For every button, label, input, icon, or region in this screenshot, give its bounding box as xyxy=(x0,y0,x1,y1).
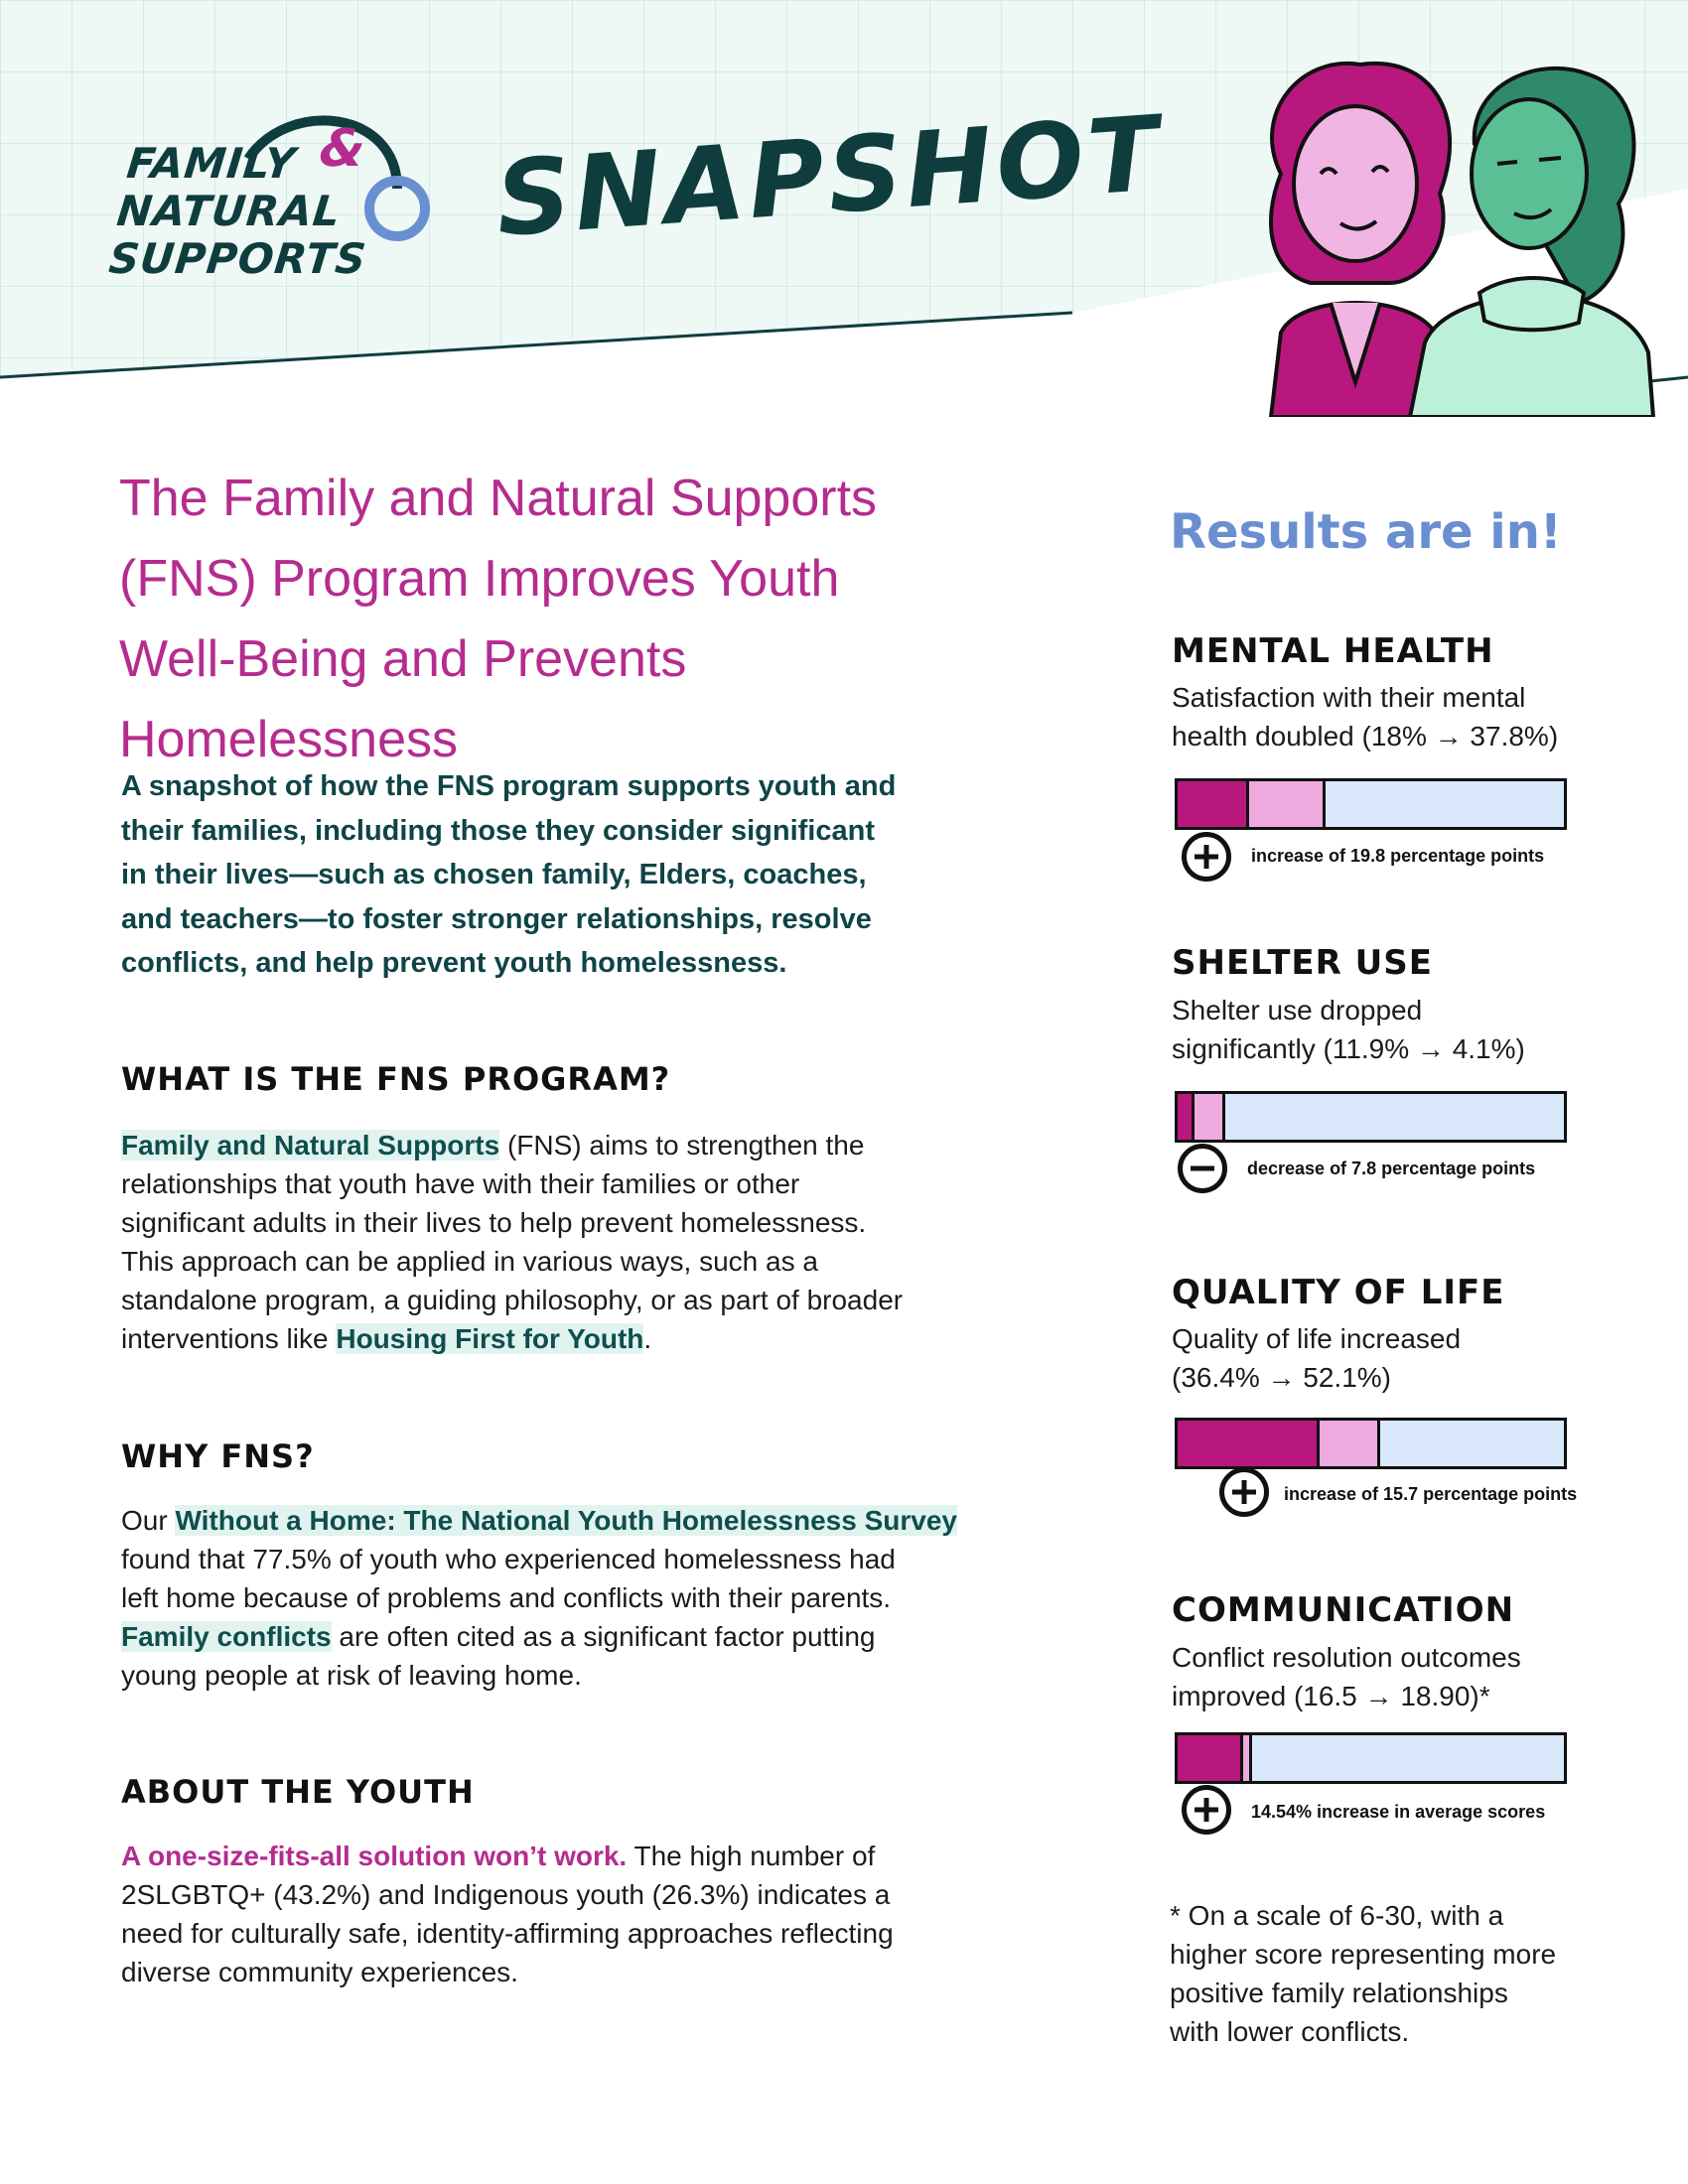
what-is-heading: WHAT IS THE FNS PROGRAM? xyxy=(121,1060,671,1098)
text: diverse community experiences. xyxy=(121,1957,518,1987)
text: The high number of xyxy=(627,1841,876,1871)
about-youth-heading: ABOUT THE YOUTH xyxy=(121,1773,475,1811)
text: (FNS) aims to strengthen the xyxy=(499,1130,865,1160)
text: positive family relationships xyxy=(1170,1978,1508,2008)
metric-heading: MENTAL HEALTH xyxy=(1172,631,1494,671)
text: This approach can be applied in various ways, such as a xyxy=(121,1246,818,1277)
about-youth-paragraph xyxy=(121,1837,995,1991)
bar-before-segment xyxy=(1178,781,1247,827)
text: Our xyxy=(121,1505,176,1536)
results-title: Results are in! xyxy=(1170,504,1562,560)
metric-heading: SHELTER USE xyxy=(1172,943,1433,983)
metric-bar xyxy=(1175,1091,1567,1143)
bar-before-segment xyxy=(1178,1421,1319,1466)
header-banner xyxy=(0,0,1688,417)
text: with lower conflicts. xyxy=(1170,2016,1410,2047)
footnote xyxy=(1170,1896,1626,2051)
text: significantly (11.9% → 4.1%) xyxy=(1172,1033,1525,1064)
bar-divider xyxy=(1192,1094,1195,1140)
text: higher score representing more xyxy=(1170,1939,1557,1970)
snapshot-title: SNAPSHOT xyxy=(492,92,1167,260)
text: * On a scale of 6-30, with a xyxy=(1170,1900,1504,1931)
text: . xyxy=(643,1323,652,1354)
logo-family: FAMILY xyxy=(124,139,299,188)
two-people-illustration xyxy=(1241,55,1658,417)
metric-bar xyxy=(1175,778,1567,830)
fns-link[interactable]: Family and Natural Supports xyxy=(121,1130,500,1160)
intro-line: and teachers—to foster stronger relationships, resolve xyxy=(121,902,872,935)
text: Shelter use dropped xyxy=(1172,995,1423,1025)
plus-icon xyxy=(1182,1785,1231,1835)
metric-description xyxy=(1172,991,1628,1068)
main-title-line: (FNS) Program Improves Youth xyxy=(119,550,840,608)
intro-line: A snapshot of how the FNS program supports youth and xyxy=(121,770,897,802)
logo-supports: SUPPORTS xyxy=(106,234,369,283)
metric-caption: 14.54% increase in average scores xyxy=(1251,1802,1546,1822)
text: (36.4% → 52.1%) xyxy=(1172,1362,1391,1393)
logo-ampersand: & xyxy=(316,119,369,179)
intro-line: conflicts, and help prevent youth homelessness. xyxy=(121,947,787,979)
text: significant adults in their lives to help prevent homelessness. xyxy=(121,1207,867,1238)
bar-divider xyxy=(1240,1735,1243,1781)
text: need for culturally safe, identity-affirming approaches reflecting xyxy=(121,1918,894,1949)
main-title xyxy=(119,459,1013,780)
text: health doubled (18% → 37.8%) xyxy=(1172,721,1559,751)
main-title-line: Well-Being and Prevents Homelessness xyxy=(119,630,687,768)
fns-logo xyxy=(106,109,437,308)
metric-caption: increase of 19.8 percentage points xyxy=(1251,846,1545,866)
plus-icon xyxy=(1219,1467,1269,1517)
metric-bar xyxy=(1175,1418,1567,1469)
bar-divider xyxy=(1317,1421,1320,1466)
text: found that 77.5% of youth who experienced homelessness had xyxy=(121,1544,896,1574)
metric-bar xyxy=(1175,1732,1567,1784)
plus-icon xyxy=(1182,832,1231,882)
bar-divider xyxy=(1377,1421,1380,1466)
survey-link[interactable]: Without a Home: The National Youth Homelessness Survey xyxy=(175,1505,957,1536)
text: improved (16.5 → 18.90)* xyxy=(1172,1681,1490,1711)
family-conflicts-link[interactable]: Family conflicts xyxy=(121,1621,332,1652)
text: left home because of problems and conflicts with their parents. xyxy=(121,1582,892,1613)
intro-line: in their lives—such as chosen family, Elders, coaches, xyxy=(121,859,867,890)
metric-heading: QUALITY OF LIFE xyxy=(1172,1273,1505,1312)
minus-icon xyxy=(1178,1144,1227,1193)
metric-caption: decrease of 7.8 percentage points xyxy=(1247,1159,1536,1178)
text: interventions like xyxy=(121,1323,337,1354)
what-is-paragraph xyxy=(121,1126,995,1358)
text: relationships that youth have with their families or other xyxy=(121,1168,800,1199)
metric-description xyxy=(1172,678,1628,755)
why-fns-paragraph xyxy=(121,1501,995,1695)
text: Conflict resolution outcomes xyxy=(1172,1642,1521,1673)
why-fns-heading: WHY FNS? xyxy=(121,1437,315,1475)
text: Quality of life increased xyxy=(1172,1323,1462,1354)
housing-first-link[interactable]: Housing First for Youth xyxy=(336,1323,644,1354)
intro-paragraph xyxy=(121,764,975,986)
main-title-line: The Family and Natural Supports xyxy=(119,470,878,527)
logo-natural: NATURAL xyxy=(114,187,344,235)
bar-divider xyxy=(1222,1094,1225,1140)
intro-line: their families, including those they consider significant xyxy=(121,814,875,847)
bar-divider xyxy=(1249,1735,1252,1781)
metric-heading: COMMUNICATION xyxy=(1172,1590,1515,1630)
text: standalone program, a guiding philosophy, or as part of broader xyxy=(121,1285,904,1315)
text: are often cited as a significant factor putting xyxy=(331,1621,876,1652)
metric-description xyxy=(1172,1638,1628,1715)
bar-before-segment xyxy=(1178,1735,1241,1781)
bar-divider xyxy=(1323,781,1326,827)
metric-caption: increase of 15.7 percentage points xyxy=(1284,1484,1578,1504)
text: 2SLGBTQ+ (43.2%) and Indigenous youth (26.3%) indicates a xyxy=(121,1879,891,1910)
text: young people at risk of leaving home. xyxy=(121,1660,582,1691)
bar-divider xyxy=(1246,781,1249,827)
metric-description xyxy=(1172,1319,1628,1397)
emphasis-text: A one-size-fits-all solution won’t work. xyxy=(121,1841,628,1871)
text: Satisfaction with their mental xyxy=(1172,682,1526,713)
